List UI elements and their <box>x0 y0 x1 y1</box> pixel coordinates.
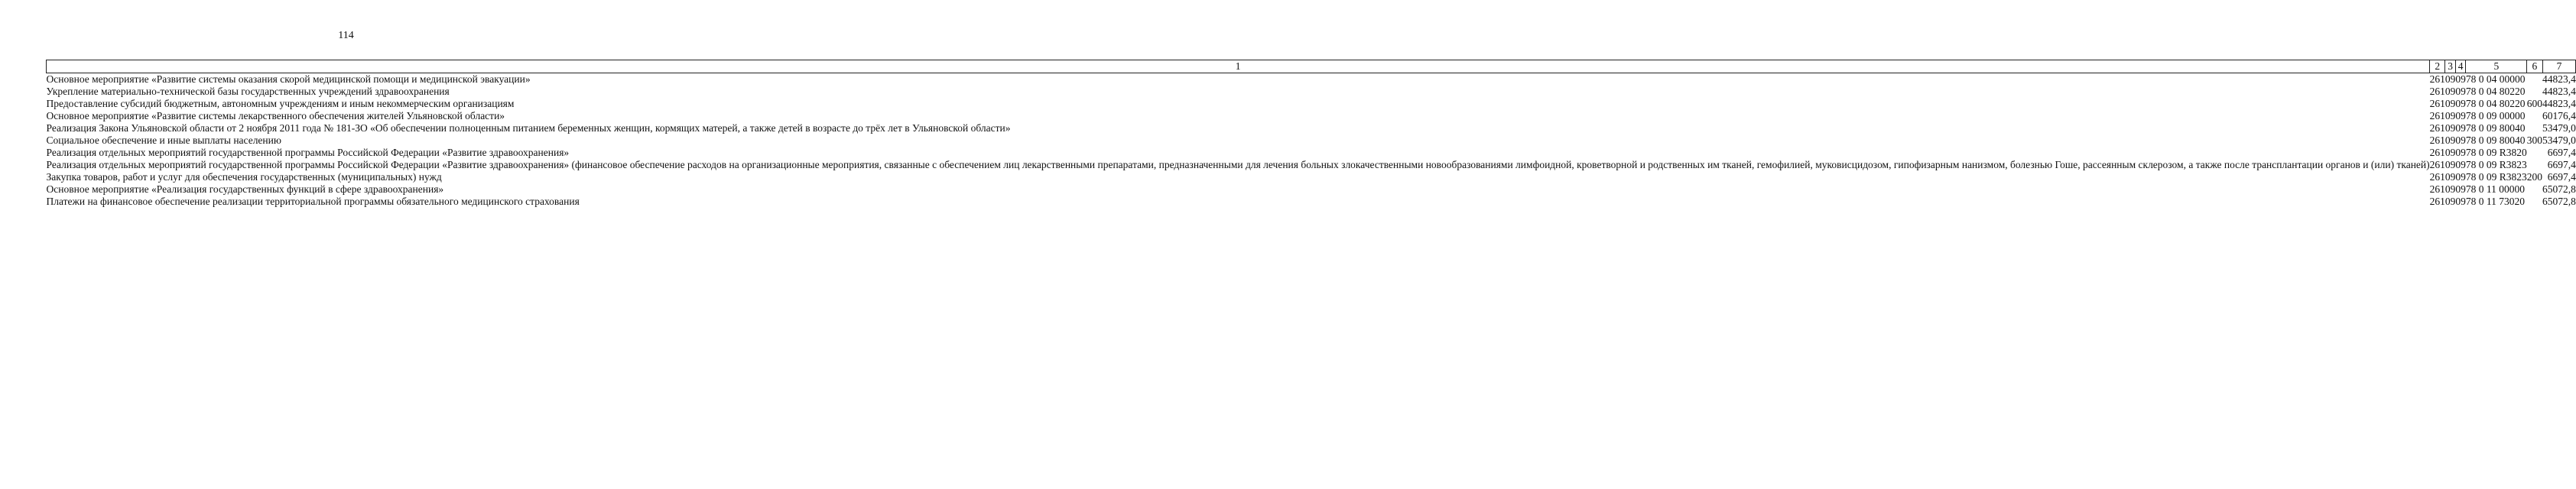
row-code-section: 09 <box>2444 110 2456 121</box>
row-amount: 60176,4 <box>2542 110 2576 121</box>
header-col-6: 6 <box>2527 60 2542 73</box>
row-code-admin: 261 <box>2429 171 2445 183</box>
row-amount: 65072,8 <box>2542 196 2576 207</box>
row-code-section: 09 <box>2444 122 2456 134</box>
row-target-article: 78 0 04 80220 <box>2465 98 2526 109</box>
table-row <box>47 73 2576 86</box>
row-expense-type <box>2527 122 2542 134</box>
table-row <box>47 196 2576 208</box>
header-col-4: 4 <box>2455 60 2466 73</box>
row-code-admin: 261 <box>2429 134 2445 146</box>
row-name: Основное мероприятие «Реализация государственных функций в сфере здравоохранения» <box>46 183 444 195</box>
header-col-5: 5 <box>2466 60 2527 73</box>
table-row <box>47 171 2576 183</box>
row-target-article: 78 0 09 R3820 <box>2465 147 2527 158</box>
table-row <box>47 122 2576 134</box>
row-name: Основное мероприятие «Развитие системы лекарственного обеспечения жителей Ульяновской области» <box>46 110 505 121</box>
table-row <box>47 86 2576 98</box>
row-code-section: 09 <box>2444 98 2456 109</box>
row-target-article: 78 0 11 00000 <box>2465 183 2526 195</box>
row-name: Закупка товаров, работ и услуг для обеспечения государственных (муниципальных) нужд <box>46 171 442 183</box>
row-expense-type <box>2527 147 2542 159</box>
row-name: Реализация Закона Ульяновской области от 2 ноября 2011 года № 181-ЗО «Об обеспечении полноценным питанием беременных женщин, кормящих матерей, а также детей в возрасте до трёх лет в Ульяновской области» <box>46 122 1011 134</box>
header-col-2: 2 <box>2430 60 2445 73</box>
row-expense-type <box>2527 86 2542 98</box>
row-expense-type: 600 <box>2526 98 2543 109</box>
row-amount: 44823,4 <box>2542 73 2576 85</box>
row-target-article: 78 0 09 80040 <box>2465 122 2526 134</box>
row-target-article: 78 0 09 R3823 <box>2465 159 2527 170</box>
row-code-subsection: 09 <box>2455 183 2466 195</box>
row-code-admin: 261 <box>2429 122 2445 134</box>
table-row <box>47 110 2576 122</box>
row-code-section: 09 <box>2444 147 2456 158</box>
row-amount: 53479,0 <box>2542 122 2576 134</box>
row-code-subsection: 09 <box>2455 86 2466 97</box>
header-col-3: 3 <box>2445 60 2456 73</box>
row-code-admin: 261 <box>2429 183 2445 195</box>
row-code-subsection: 09 <box>2455 134 2466 146</box>
row-target-article: 78 0 09 80040 <box>2465 134 2526 146</box>
row-expense-type: 300 <box>2526 134 2543 146</box>
row-amount: 6697,4 <box>2547 171 2576 183</box>
row-expense-type <box>2527 196 2542 208</box>
row-target-article: 78 0 09 00000 <box>2465 110 2526 121</box>
row-code-subsection: 09 <box>2455 98 2466 109</box>
row-amount: 44823,4 <box>2542 86 2576 97</box>
table-header-row <box>47 60 2576 73</box>
table-row <box>47 134 2576 147</box>
row-code-admin: 261 <box>2429 110 2445 121</box>
row-code-section: 09 <box>2444 86 2456 97</box>
header-col-1: 1 <box>47 60 2430 73</box>
budget-table <box>46 60 2576 208</box>
table-row <box>47 159 2576 171</box>
row-expense-type: 200 <box>2526 171 2543 183</box>
row-name: Социальное обеспечение и иные выплаты населению <box>46 134 281 146</box>
row-name: Основное мероприятие «Развитие системы оказания скорой медицинской помощи и медицинской эвакуации» <box>46 73 531 85</box>
row-code-admin: 261 <box>2429 86 2445 97</box>
row-code-admin: 261 <box>2429 73 2445 85</box>
row-code-subsection: 09 <box>2455 147 2466 158</box>
row-code-subsection: 09 <box>2455 171 2466 183</box>
row-expense-type <box>2527 159 2542 171</box>
row-target-article: 78 0 09 R3823 <box>2465 171 2527 183</box>
row-name: Реализация отдельных мероприятий государственной программы Российской Федерации «Развитие здравоохранения» <box>46 147 570 158</box>
row-code-section: 09 <box>2444 134 2456 146</box>
row-target-article: 78 0 04 80220 <box>2465 86 2526 97</box>
row-code-subsection: 09 <box>2455 110 2466 121</box>
row-name: Платежи на финансовое обеспечение реализации территориальной программы обязательного медицинского страхования <box>46 196 580 207</box>
row-target-article: 78 0 11 73020 <box>2465 196 2526 207</box>
header-col-7: 7 <box>2542 60 2576 73</box>
row-code-subsection: 09 <box>2455 159 2466 170</box>
row-expense-type <box>2527 110 2542 122</box>
row-code-section: 09 <box>2444 171 2456 183</box>
row-code-admin: 261 <box>2429 147 2445 158</box>
table-row <box>47 98 2576 110</box>
row-name: Предоставление субсидий бюджетным, автономным учреждениям и иным некоммерческим организациям <box>46 98 515 109</box>
row-code-admin: 261 <box>2429 159 2445 170</box>
row-code-section: 09 <box>2444 196 2456 207</box>
row-code-subsection: 09 <box>2455 196 2466 207</box>
row-name: Укрепление материально-технической базы государственных учреждений здравоохранения <box>46 86 450 97</box>
page-number: 114 <box>338 30 354 41</box>
row-code-admin: 261 <box>2429 98 2445 109</box>
row-expense-type <box>2527 73 2542 86</box>
row-code-subsection: 09 <box>2455 122 2466 134</box>
row-code-section: 09 <box>2444 183 2456 195</box>
table-row <box>47 147 2576 159</box>
row-code-section: 09 <box>2444 73 2456 85</box>
row-amount: 65072,8 <box>2542 183 2576 195</box>
row-amount: 6697,4 <box>2547 147 2576 158</box>
row-code-subsection: 09 <box>2455 73 2466 85</box>
row-code-section: 09 <box>2444 159 2456 170</box>
row-name: Реализация отдельных мероприятий государственной программы Российской Федерации «Развитие здравоохранения» (финансовое обеспечение расходов на организационные мероприятия, связанные с обеспечением лиц лекарственными препаратами, предназначенными для лечения больных злокачественными новообразованиями лимфоидной, кроветворной и родственных им тканей, гемофилией, муковисцидозом, гипофизарным нанизмом, болезнью Гоше, рассеянным склерозом, а также после трансплантации органов и (или) тканей) <box>46 159 2430 170</box>
row-amount: 53479,0 <box>2542 134 2576 146</box>
row-code-admin: 261 <box>2429 196 2445 207</box>
row-amount: 44823,4 <box>2542 98 2576 109</box>
table-row <box>47 183 2576 196</box>
row-amount: 6697,4 <box>2547 159 2576 170</box>
row-expense-type <box>2527 183 2542 196</box>
row-target-article: 78 0 04 00000 <box>2465 73 2526 85</box>
